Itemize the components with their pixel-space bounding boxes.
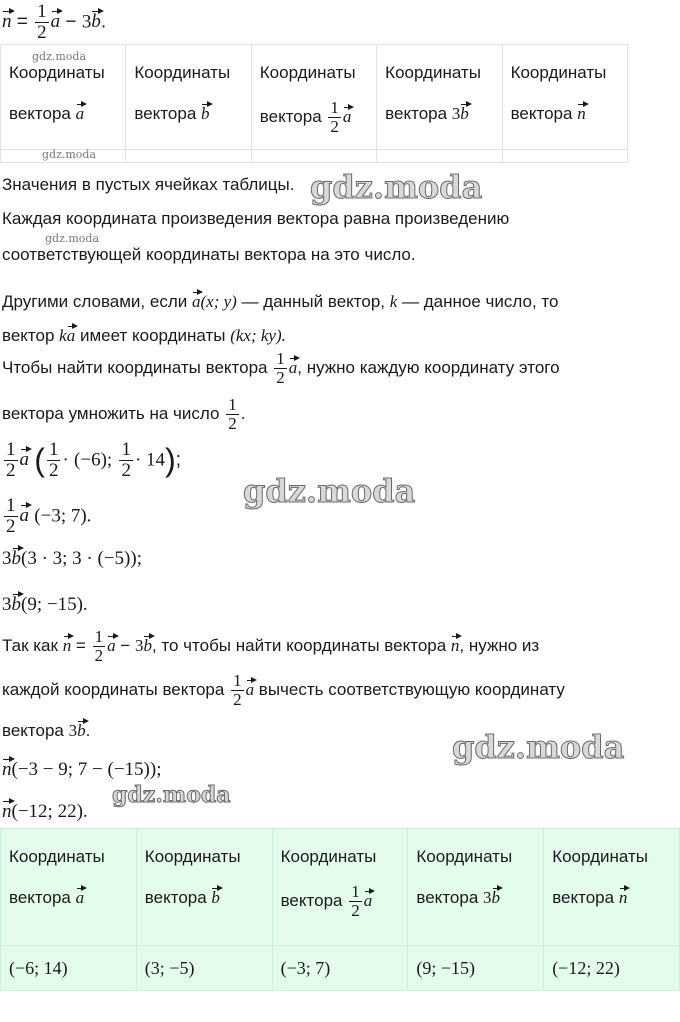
header-cell-b: Координаты вектора b	[126, 45, 251, 150]
result-value-3b: (9; −15)	[408, 946, 544, 991]
header-cell-n: Координаты вектора n	[502, 45, 627, 150]
paragraph-vector-3b: вектора 3b.	[2, 716, 90, 741]
paragraph-subtract: каждой координаты вектора $\frac{1}{2}$ a вычесть соответствующую координату	[2, 671, 565, 709]
calc-half-a-result: $\frac{1}{2}$ a (−3; 7).	[6, 495, 92, 537]
watermark-large-4: gdz.moda	[112, 782, 231, 808]
result-value-n: (−12; 22)	[544, 946, 680, 991]
paragraph-rule-2: соответствующей координаты вектора на это число.	[2, 245, 416, 264]
calc-3b-result: 3b(9; −15).	[2, 589, 88, 616]
header-cell-half-a: Координаты вектора $\frac{1}{2}$ a	[251, 45, 376, 150]
paragraph-since: Так как n = $\frac{1}{2}$ a − 3b, то чтобы найти координаты вектора n, нужно из	[2, 627, 540, 665]
calc-3b-expanded: 3b(3 · 3; 3 · (−5));	[2, 543, 142, 570]
calc-n-result: n(−12; 22).	[2, 796, 88, 823]
paragraph-rule-1: Каждая координата произведения вектора равна произведению	[2, 209, 510, 228]
paragraph-other-words: Другими словами, если a(x; y) — данный вектор, k — данное число, то	[2, 287, 558, 312]
calc-n-expanded: n(−3 − 9; 7 − (−15));	[2, 754, 161, 781]
paragraph-find-half-a: Чтобы найти координаты вектора $\frac{1}{2}$ a, нужно каждую координату этого	[2, 349, 560, 387]
header-formula: n = $\frac{1}{2}$ a − 3b.	[2, 1, 107, 43]
header-cell-a: Координаты вектора a	[1, 45, 126, 150]
header-cell-3b: Координаты вектора 3b	[377, 45, 502, 150]
watermark-small-1: gdz.moda	[32, 50, 87, 63]
watermark-small-3: gdz.moda	[45, 232, 100, 245]
paragraph-empty-cells: Значения в пустых ячейках таблицы.	[2, 175, 295, 194]
result-header-a: Координаты вектора a	[1, 829, 137, 946]
result-header-b: Координаты вектора b	[136, 829, 272, 946]
calc-half-a-expanded: $\frac{1}{2}$ a ( $\frac{1}{2}$ · (−6); $\frac{1}{2}$ · 14);	[6, 439, 181, 481]
watermark-small-2: gdz.moda	[42, 148, 97, 161]
result-value-a: (−6; 14)	[1, 946, 137, 991]
result-value-b: (3; −5)	[136, 946, 272, 991]
result-header-3b: Координаты вектора 3b	[408, 829, 544, 946]
paragraph-vector-k: вектор ka имеет координаты (kx; ky).	[2, 321, 286, 346]
watermark-large-3: gdz.moda	[452, 728, 625, 766]
watermark-large-2: gdz.moda	[243, 472, 416, 510]
result-value-half-a: (−3; 7)	[272, 946, 408, 991]
result-header-n: Координаты вектора n	[544, 829, 680, 946]
result-header-half-a: Координаты вектора $\frac{1}{2}$ a	[272, 829, 408, 946]
coordinates-table-empty	[0, 44, 628, 163]
watermark-large-1: gdz.moda	[310, 168, 483, 206]
coordinates-table-filled	[0, 828, 680, 991]
paragraph-multiply: вектора умножить на число $\frac{1}{2}$ .	[2, 395, 246, 433]
